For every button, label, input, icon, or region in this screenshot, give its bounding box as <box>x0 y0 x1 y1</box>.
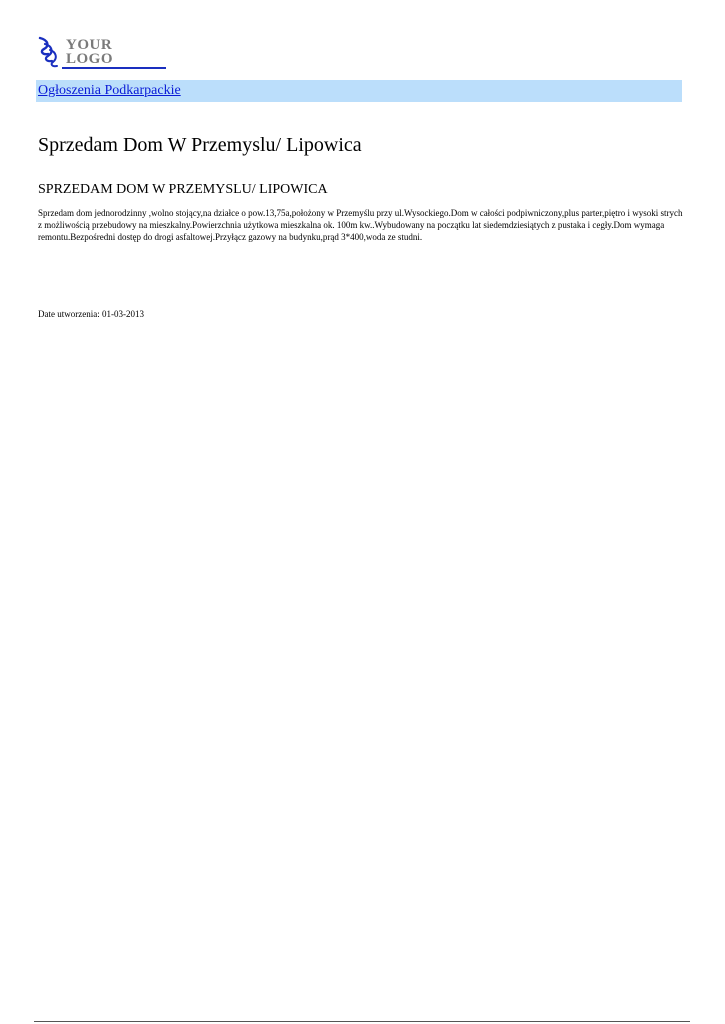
site-home-link[interactable]: Ogłoszenia Podkarpackie <box>38 83 181 98</box>
listing-heading: SPRZEDAM DOM W PRZEMYSLU/ LIPOWICA <box>38 182 328 197</box>
logo-text <box>66 38 113 66</box>
page-title: Sprzedam Dom W Przemyslu/ Lipowica <box>38 134 362 156</box>
listing-description: Sprzedam dom jednorodzinny ,wolno stojący,na działce o pow.13,75a,położony w Przemyślu przy ul.Wysockiego.Dom w całości podpiwniczony,plus parter,piętro i wysoki strych z możliwością przebudowy na mieszkalny.Powierzchnia użytkowa mieszkalna ok. 100m kw..Wybudowany na początku lat siedemdziesiątych z pustaka i cegły.Dom wymaga remontu.Bezpośredni dostęp do drogi asfaltowej.Przyłącz gazowy na budynku,prąd 3*400,woda ze studni. <box>38 208 683 242</box>
site-header-bar <box>36 80 682 102</box>
logo-line-1: YOUR <box>66 37 113 53</box>
logo-emblem-icon <box>36 36 62 68</box>
logo <box>36 36 132 70</box>
creation-date: Date utworzenia: 01-03-2013 <box>38 309 144 319</box>
logo-underline <box>62 67 166 69</box>
logo-line-2: LOGO <box>66 51 114 67</box>
footer-divider <box>34 1021 690 1022</box>
